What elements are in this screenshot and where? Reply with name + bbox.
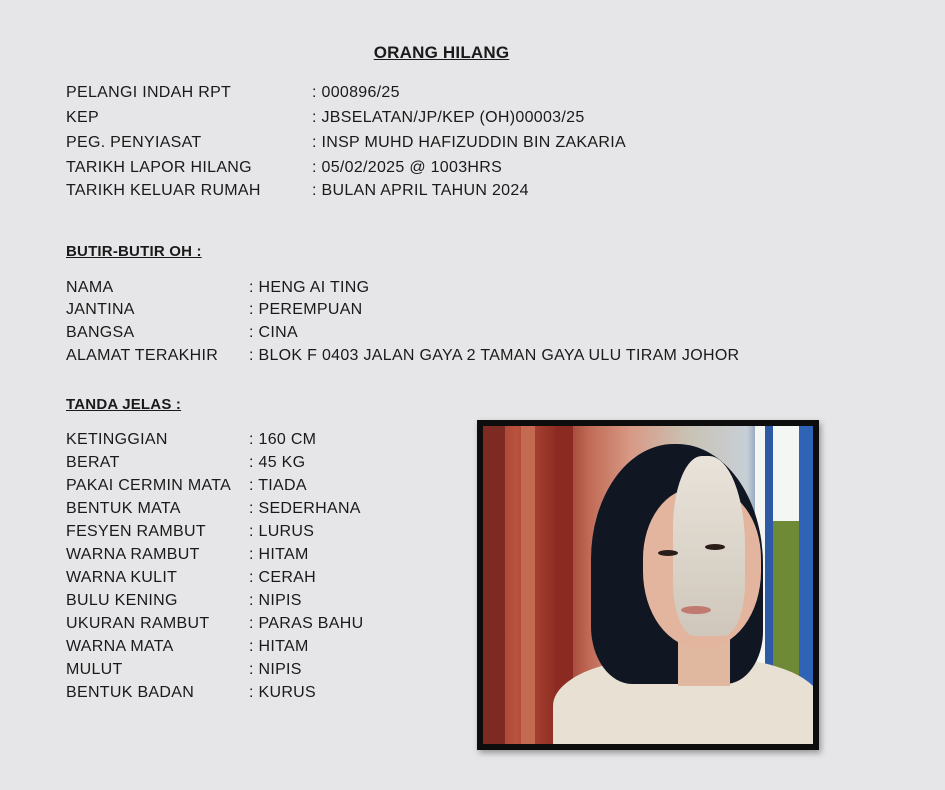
right-eye [705,544,725,550]
features-label: BENTUK BADAN [66,684,195,701]
report-label: PELANGI INDAH RPT [66,84,232,101]
curtain-fold [483,426,505,744]
curtain-fold [521,426,535,744]
features-label: PAKAI CERMIN MATA [66,477,232,494]
details-label: ALAMAT TERAKHIR [66,347,219,364]
report-value: : 000896/25 [312,84,400,101]
report-label: KEP [66,109,99,126]
report-value: : JBSELATAN/JP/KEP (OH)00003/25 [312,109,585,126]
report-value: : INSP MUHD HAFIZUDDIN BIN ZAKARIA [312,134,626,151]
features-heading: TANDA JELAS : [66,396,182,413]
features-value: : HITAM [249,546,309,563]
details-value: : BLOK F 0403 JALAN GAYA 2 TAMAN GAYA ULU TIRAM JOHOR [249,347,740,364]
details-label: BANGSA [66,324,135,341]
features-value: : 160 CM [249,431,317,448]
features-label: FESYEN RAMBUT [66,523,206,540]
features-value: : CERAH [249,569,316,586]
features-label: KETINGGIAN [66,431,168,448]
details-label: NAMA [66,279,114,296]
features-label: BULU KENING [66,592,178,609]
missing-person-photo [483,426,813,744]
details-label: JANTINA [66,301,135,318]
details-value: : HENG AI TING [249,279,370,296]
features-label: WARNA MATA [66,638,174,655]
features-value: : PARAS BAHU [249,615,364,632]
details-value: : CINA [249,324,298,341]
features-label: WARNA KULIT [66,569,178,586]
report-label: TARIKH LAPOR HILANG [66,159,252,176]
report-label: PEG. PENYIASAT [66,134,202,151]
features-value: : SEDERHANA [249,500,361,517]
report-value: : BULAN APRIL TAHUN 2024 [312,182,529,199]
features-label: BENTUK MATA [66,500,181,517]
page-title: ORANG HILANG [373,43,510,62]
features-value: : NIPIS [249,661,302,678]
features-label: UKURAN RAMBUT [66,615,210,632]
missing-person-photo-frame [477,420,819,750]
features-value: : HITAM [249,638,309,655]
report-value: : 05/02/2025 @ 1003HRS [312,159,503,176]
features-label: BERAT [66,454,120,471]
report-label: TARIKH KELUAR RUMAH [66,182,261,199]
features-label: MULUT [66,661,123,678]
features-value: : 45 KG [249,454,306,471]
features-value: : TIADA [249,477,307,494]
features-label: WARNA RAMBUT [66,546,200,563]
details-heading: BUTIR-BUTIR OH : [66,243,202,260]
features-value: : NIPIS [249,592,302,609]
lips [681,606,711,614]
left-eye [658,550,678,556]
features-value: : KURUS [249,684,316,701]
details-value: : PEREMPUAN [249,301,363,318]
features-value: : LURUS [249,523,315,540]
